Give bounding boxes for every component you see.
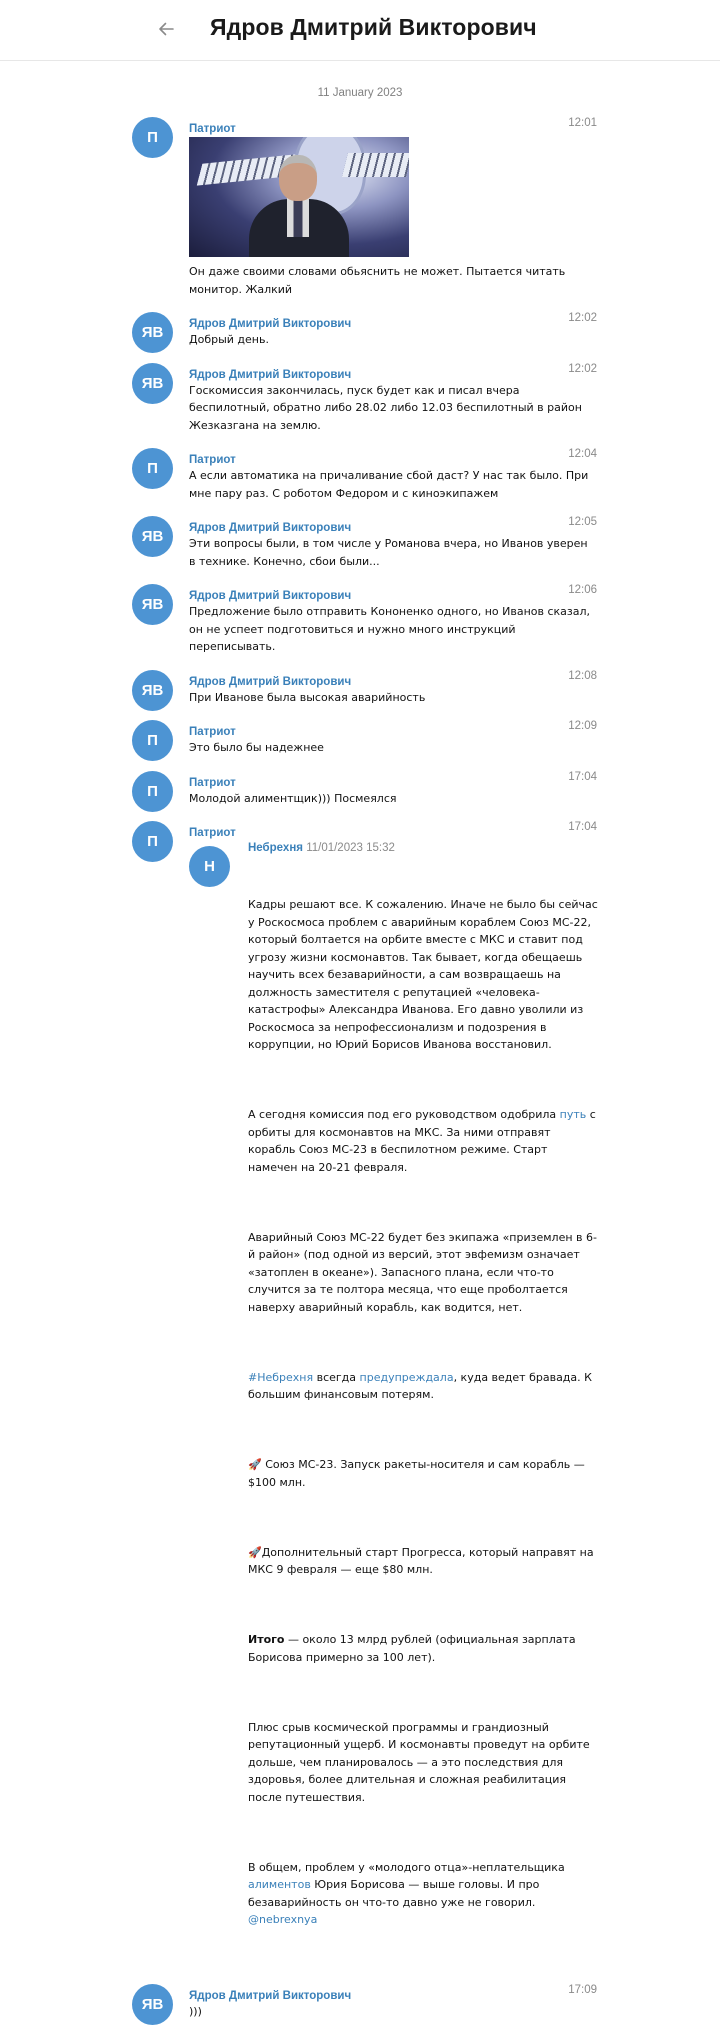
message (132, 117, 597, 298)
text-span: Союз МС-23. Запуск ракеты-носителя и сам корабль — $100 млн. (248, 1458, 589, 1489)
text-span: — около 13 млрд рублей (официальная зарплата Борисова примерно за 100 лет). (248, 1633, 580, 1664)
sender-name[interactable]: Ядров Дмитрий Викторович (189, 675, 352, 688)
message-time: 12:06 (568, 584, 597, 596)
message-time: 12:02 (568, 362, 597, 375)
message-time: 12:04 (568, 448, 597, 460)
photo-person-head (279, 155, 317, 201)
photo-solar-panel-right (342, 153, 409, 177)
message (132, 584, 597, 656)
message (132, 448, 597, 502)
forwarded-date: 11/01/2023 15:32 (306, 842, 395, 854)
paragraph (248, 1369, 598, 1404)
text-span: , куда ведет бравада. К большим финансовым потерям. (248, 1370, 596, 1401)
forwarded-sender-name[interactable]: Небрехня (248, 842, 303, 854)
text-span: Юрия Борисова — выше головы. И про безаварийность он что-то давно уже не говорил. (248, 1878, 543, 1909)
avatar[interactable]: ЯВ (132, 363, 173, 404)
sender-name[interactable]: Ядров Дмитрий Викторович (189, 318, 352, 330)
link-preduprezhdala[interactable]: предупреждала (359, 1370, 454, 1384)
message (132, 1984, 597, 2021)
sender-name[interactable]: Ядров Дмитрий Викторович (189, 1989, 352, 2002)
bold-text: Итого (248, 1633, 285, 1646)
message-time: 12:05 (568, 516, 597, 528)
sender-name[interactable]: Патриот (189, 726, 236, 738)
channel-handle-link[interactable]: @nebrexnya (248, 1913, 318, 1926)
back-button[interactable] (155, 18, 177, 40)
arrow-left-icon (155, 18, 177, 40)
sender-name[interactable]: Патриот (189, 454, 236, 466)
message-text: Предложение было отправить Кононенко одного, но Иванов сказал, он не успеет подготовиться и нужно много инструкций переписывать. (189, 605, 594, 653)
message-time: 12:01 (568, 117, 597, 129)
avatar[interactable]: ЯВ (132, 1984, 173, 2025)
message-history (0, 87, 720, 2030)
avatar[interactable]: П (132, 821, 173, 862)
message-text: ))) (189, 2004, 202, 2018)
avatar[interactable]: П (132, 771, 173, 812)
chat-header (0, 0, 720, 61)
avatar[interactable]: ЯВ (132, 312, 173, 353)
avatar[interactable]: ЯВ (132, 516, 173, 557)
message-time: 17:04 (568, 770, 597, 783)
paragraph (248, 1456, 598, 1491)
avatar[interactable]: П (132, 448, 173, 489)
message-text: Госкомиссия закончилась, пуск будет как и писал вчера беспилотный, обратно либо 28.02 либо 12.03 беспилотный в район Жезказгана на землю. (189, 383, 586, 432)
message-text: Это было бы надежнее (189, 741, 324, 754)
message (132, 312, 597, 349)
message-time: 12:08 (568, 669, 597, 682)
message-text: При Иванове была высокая аварийность (189, 690, 426, 704)
paragraph (248, 1106, 598, 1176)
sender-name[interactable]: Ядров Дмитрий Викторович (189, 522, 352, 534)
sender-name[interactable]: Патриот (189, 123, 236, 135)
message-photo[interactable] (189, 137, 409, 257)
paragraph (248, 1544, 598, 1579)
avatar[interactable]: П (132, 720, 173, 761)
message-text: Он даже своими словами обьяснить не может. Пытается читать монитор. Жалкий (189, 265, 569, 296)
message-time: 12:09 (568, 720, 597, 732)
message-text: А если автоматика на причаливание сбой даст? У нас так было. При мне пару раз. С роботом Федором и с киноэкипажем (189, 469, 592, 500)
message (132, 821, 602, 1964)
chat-title: Ядров Дмитрий Викторович (210, 14, 537, 40)
text-span: всегда (313, 1370, 360, 1384)
message (132, 516, 597, 570)
sender-name[interactable]: Ядров Дмитрий Викторович (189, 590, 352, 602)
link-put[interactable]: путь (559, 1108, 587, 1121)
message-text: Добрый день. (189, 333, 269, 346)
link-alimentov[interactable]: алиментов (248, 1878, 311, 1891)
forwarded-avatar[interactable]: Н (189, 846, 230, 887)
message (132, 363, 597, 435)
message-time: 17:04 (568, 821, 597, 833)
message-text: Эти вопросы были, в том числе у Романова вчера, но Иванов уверен в технике. Конечно, сбои были... (189, 537, 592, 568)
text-span: с орбиты для космонавтов на МКС. За ними отправят корабль Союз МС-23 в беспилотном режиме. Старт намечен на 20-21 февраля. (248, 1108, 600, 1174)
forwarded-text (248, 861, 602, 1964)
message-time: 12:02 (568, 312, 597, 324)
text-span: А сегодня комиссия под его руководством одобрила (248, 1108, 560, 1121)
rocket-icon: 🚀 (248, 1545, 262, 1559)
message (132, 771, 597, 808)
message-text: Молодой алиментщик))) Посмеялся (189, 791, 397, 805)
paragraph (248, 1859, 598, 1929)
photo-person-tie (287, 197, 309, 237)
avatar[interactable]: П (132, 117, 173, 158)
paragraph (248, 1631, 598, 1666)
text-span: Дополнительный старт Прогресса, который направят на МКС 9 февраля — еще $80 млн. (248, 1545, 598, 1576)
avatar[interactable]: ЯВ (132, 670, 173, 711)
paragraph: Плюс срыв космической программы и грандиозный репутационный ущерб. И космонавты проведут на орбите дольше, чем планировалось — а это последствия для здоровья, более длительная и сложная реабилитация после путешествия. (248, 1720, 594, 1804)
message (132, 670, 597, 707)
text-span: В общем, проблем у «молодого отца»-неплательщика (248, 1860, 569, 1874)
paragraph: Кадры решают все. К сожалению. Иначе не было бы сейчас у Роскосмоса проблем с аварийным кораблем Союз МС-22, который болтается на орбите вместе с МКС и ставит под угрозу жизни космонавтов. Так бывает, когда обещаешь научить всех безаварийности, а сам возвращаешь на должность заместителя с репутацией «человека-катастрофы» Александра Иванова. Его давно уволили из Роскосмоса за непрофессионализм и подозрения в коррупции, но Юрий Борисов Иванова восстановил. (248, 898, 602, 1051)
avatar[interactable]: ЯВ (132, 584, 173, 625)
forwarded-message (189, 842, 602, 1964)
hashtag-link[interactable]: #Небрехня (248, 1370, 314, 1384)
message-time: 17:09 (568, 1983, 597, 1996)
message (132, 720, 597, 757)
sender-name[interactable]: Ядров Дмитрий Викторович (189, 368, 352, 381)
date-separator: 11 January 2023 (317, 87, 403, 99)
sender-name[interactable]: Патриот (189, 827, 236, 839)
rocket-icon: 🚀 (248, 1458, 262, 1471)
sender-name[interactable]: Патриот (189, 776, 236, 789)
paragraph: Аварийный Союз МС-22 будет без экипажа «приземлен в 6-й район» (под одной из версий, этот эвфемизм означает «затоплен в океане»). Запасного плана, если что-то случится за те полтора месяца, что еще проболтается наверху аварийный корабль, как водится, нет. (248, 1230, 597, 1314)
